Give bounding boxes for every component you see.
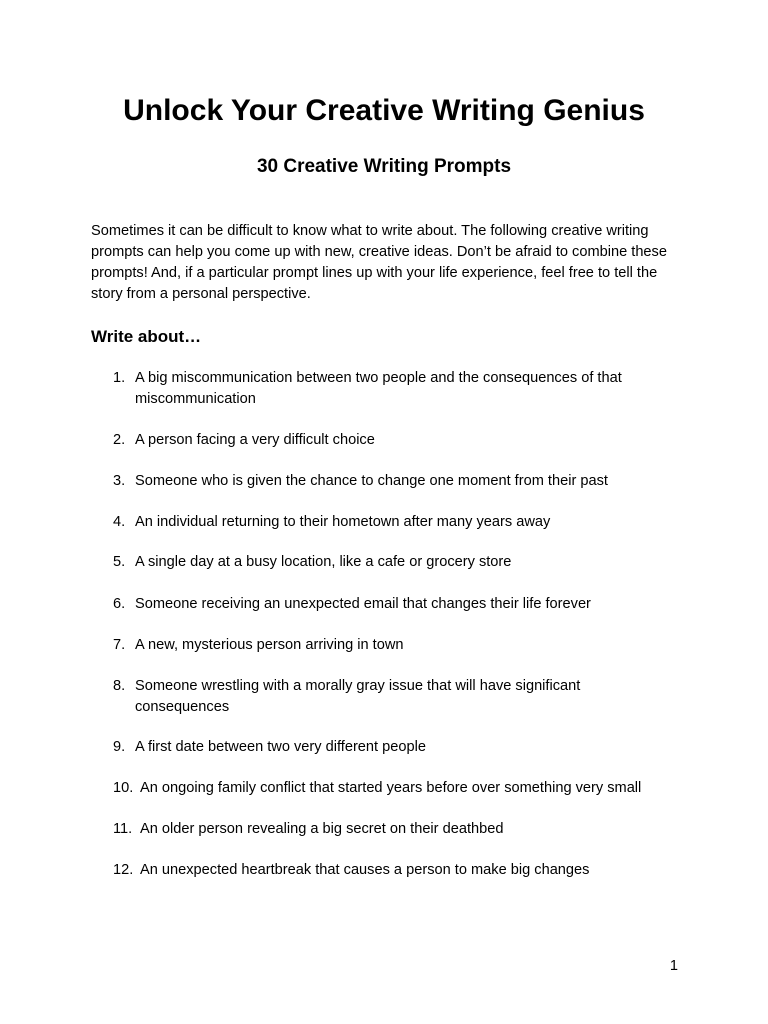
list-item xyxy=(113,778,673,799)
list-item-number: 12. xyxy=(113,862,134,878)
list-item-number: 9. xyxy=(113,739,126,755)
page-subtitle: 30 Creative Writing Prompts xyxy=(256,156,512,177)
page-title: Unlock Your Creative Writing Genius xyxy=(123,94,645,127)
list-item-text: An individual returning to their hometown after many years away xyxy=(135,514,551,530)
list-item-number: 6. xyxy=(113,596,126,612)
list-item-number: 2. xyxy=(113,432,126,448)
list-item-text: An ongoing family conflict that started years before over something very small xyxy=(140,780,642,796)
list-item-text: A big miscommunication between two people and the consequences of that miscommunication xyxy=(135,370,622,407)
list-item-number: 5. xyxy=(113,554,126,570)
list-item-text: Someone who is given the chance to change one moment from their past xyxy=(135,473,608,489)
list-item-number: 11. xyxy=(113,821,133,837)
list-item-text: A new, mysterious person arriving in town xyxy=(135,637,404,653)
list-item xyxy=(113,819,673,840)
list-item-number: 4. xyxy=(113,514,126,530)
list-item xyxy=(113,368,673,409)
section-heading: Write about… xyxy=(91,327,202,346)
list-item xyxy=(113,471,673,492)
list-item-text: A first date between two very different people xyxy=(135,739,426,755)
list-item xyxy=(113,594,673,615)
list-item-text: Someone receiving an unexpected email that changes their life forever xyxy=(135,596,591,612)
list-item xyxy=(113,737,673,758)
list-item-number: 1. xyxy=(113,370,126,386)
intro-paragraph: Sometimes it can be difficult to know what to write about. The following creative writing prompts can help you come up with new, creative ideas. Don’t be afraid to combine these prompts! And, if a particular prompt lines up with your life experience, feel free to tell the story from a personal perspective. xyxy=(91,223,667,302)
list-item-text: An older person revealing a big secret on their deathbed xyxy=(140,821,504,837)
list-item-text: A single day at a busy location, like a cafe or grocery store xyxy=(135,554,512,570)
list-item-number: 7. xyxy=(113,637,126,653)
list-item-text: Someone wrestling with a morally gray issue that will have significant consequences xyxy=(135,678,581,715)
list-item-number: 8. xyxy=(113,678,126,694)
list-item xyxy=(113,635,673,656)
list-item xyxy=(113,552,673,573)
list-item xyxy=(113,430,673,451)
list-item-text: A person facing a very difficult choice xyxy=(135,432,375,448)
list-item-text: An unexpected heartbreak that causes a person to make big changes xyxy=(140,862,590,878)
list-item-number: 10. xyxy=(113,780,134,796)
list-item xyxy=(113,676,673,717)
list-item-number: 3. xyxy=(113,473,126,489)
list-item xyxy=(113,512,673,533)
page-number: 1 xyxy=(669,958,678,974)
list-item xyxy=(113,860,673,881)
